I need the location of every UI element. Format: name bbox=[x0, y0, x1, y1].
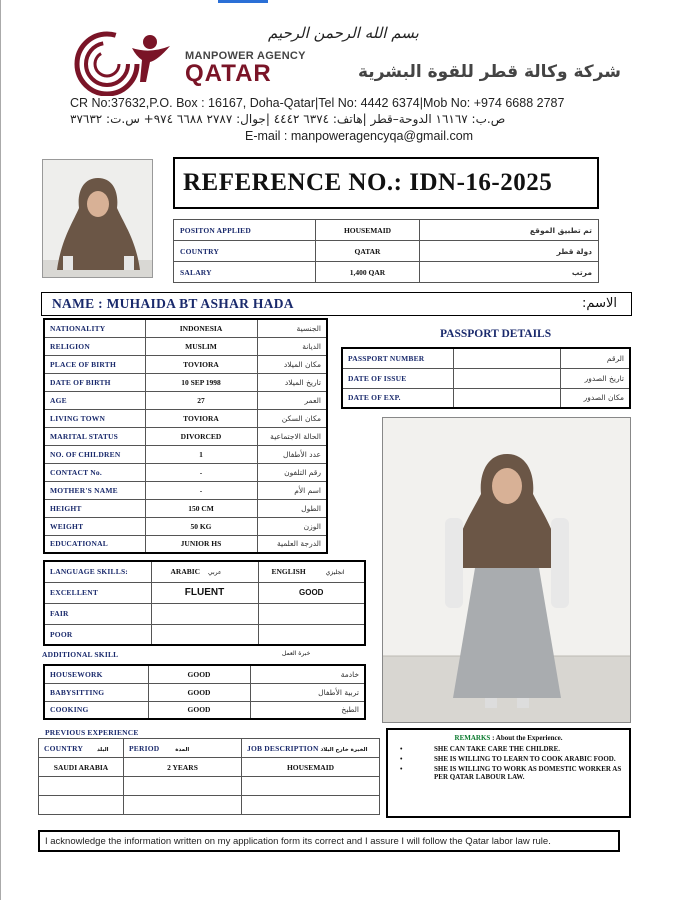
english-poor-value bbox=[258, 624, 365, 645]
info-value: 1 bbox=[145, 445, 257, 463]
table-row bbox=[44, 603, 365, 624]
table-row bbox=[174, 262, 599, 283]
exp-period-value: 2 YEARS bbox=[124, 758, 242, 777]
info-value: INDONESIA bbox=[145, 319, 257, 337]
table-row bbox=[39, 796, 380, 815]
table-row bbox=[44, 624, 365, 645]
contact-line-english: CR No:37632,P.O. Box : 16167, Doha-Qatar|Tel No: 4442 6374|Mob No: +974 6688 2787 bbox=[70, 96, 565, 110]
applicant-name-label-ar: الاسم: bbox=[582, 296, 617, 311]
info-label: MARITAL STATUS bbox=[44, 427, 145, 445]
remark-text: SHE CAN TAKE CARE THE CHILDRE. bbox=[434, 745, 561, 753]
table-row bbox=[44, 409, 327, 427]
table-row bbox=[44, 427, 327, 445]
remarks-box bbox=[386, 728, 631, 818]
cooking-label-ar: الطبخ bbox=[250, 701, 365, 719]
page-edge bbox=[0, 0, 1, 900]
table-row bbox=[44, 391, 327, 409]
table-row bbox=[342, 388, 630, 408]
applicant-photo-small bbox=[42, 159, 153, 278]
exp-country-value: SAUDI ARABIA bbox=[39, 758, 124, 777]
salary-value: 1,400 QAR bbox=[316, 262, 420, 283]
table-row bbox=[44, 683, 365, 701]
top-accent-bar bbox=[218, 0, 268, 3]
english-header-label: ENGLISH bbox=[271, 567, 306, 577]
applicant-name: NAME : MUHAIDA BT ASHAR HADA bbox=[52, 296, 294, 311]
table-row bbox=[44, 701, 365, 719]
table-row bbox=[174, 220, 599, 241]
exp-country-header bbox=[39, 739, 124, 758]
language-skills-table bbox=[43, 560, 366, 646]
exp-country-value bbox=[39, 796, 124, 815]
table-row bbox=[342, 368, 630, 388]
info-label: HEIGHT bbox=[44, 499, 145, 517]
salary-label: SALARY bbox=[174, 262, 316, 283]
info-value: TOVIORA bbox=[145, 409, 257, 427]
info-label: NO. OF CHILDREN bbox=[44, 445, 145, 463]
cooking-label: COOKING bbox=[44, 701, 148, 719]
issue-date-value bbox=[453, 368, 560, 388]
applicant-photo-full bbox=[382, 417, 631, 723]
passport-number-label-ar: الرقم bbox=[560, 348, 630, 368]
info-label-ar: مكان السكن bbox=[257, 409, 327, 427]
remark-text: SHE IS WILLING TO LEARN TO COOK ARABIC FOOD. bbox=[434, 755, 616, 763]
info-label-ar: الجنسية bbox=[257, 319, 327, 337]
info-label-ar: الديانة bbox=[257, 337, 327, 355]
table-row bbox=[44, 445, 327, 463]
language-skills-label: LANGUAGE SKILLS: bbox=[44, 561, 151, 582]
list-item bbox=[394, 755, 623, 763]
remarks-subtitle: : About the Experience. bbox=[492, 734, 563, 742]
additional-skill-title-ar: خبرة العمل bbox=[282, 650, 311, 657]
info-value: 27 bbox=[145, 391, 257, 409]
info-label-ar: الوزن bbox=[257, 517, 327, 535]
agency-logo bbox=[72, 26, 178, 96]
level-fair: FAIR bbox=[44, 603, 151, 624]
arabic-fair-value bbox=[151, 603, 258, 624]
country-label: COUNTRY bbox=[174, 241, 316, 262]
table-row bbox=[44, 373, 327, 391]
table-row bbox=[44, 582, 365, 603]
info-label: RELIGION bbox=[44, 337, 145, 355]
cooking-value: GOOD bbox=[148, 701, 250, 719]
bullet-icon: • bbox=[400, 745, 403, 753]
info-label-ar: الحالة الاجتماعية bbox=[257, 427, 327, 445]
contact-line-arabic: ص.ب: ١٦١٦٧ الدوحة–قطر |هاتف: ٦٣٧٤ ٤٤٤٢ |جوال: ٢٧٨٧ ٦٦٨٨ ٩٧٤+ س.ت: ٣٧٦٣٢ bbox=[70, 112, 506, 126]
info-value: 10 SEP 1998 bbox=[145, 373, 257, 391]
babysitting-value: GOOD bbox=[148, 683, 250, 701]
position-label: POSITON APPLIED bbox=[174, 220, 316, 241]
info-value: 50 KG bbox=[145, 517, 257, 535]
housework-label: HOUSEWORK bbox=[44, 665, 148, 683]
english-header-label-ar: انجليزي bbox=[325, 569, 345, 577]
position-value: HOUSEMAID bbox=[316, 220, 420, 241]
arabic-poor-value bbox=[151, 624, 258, 645]
expiry-date-label-ar: مكان الصدور bbox=[560, 388, 630, 408]
exp-job-value bbox=[242, 777, 380, 796]
expiry-date-label: DATE OF EXP. bbox=[342, 388, 453, 408]
info-value: JUNIOR HS bbox=[145, 535, 257, 553]
info-label-ar: الطول bbox=[257, 499, 327, 517]
passport-number-value bbox=[453, 348, 560, 368]
info-label: NATIONALITY bbox=[44, 319, 145, 337]
country-value: QATAR bbox=[316, 241, 420, 262]
bullet-icon: • bbox=[400, 755, 403, 763]
info-label: WEIGHT bbox=[44, 517, 145, 535]
remarks-list bbox=[394, 745, 623, 781]
table-row bbox=[174, 241, 599, 262]
bismillah-calligraphy: بسم الله الرحمن الرحيم bbox=[268, 24, 419, 42]
info-label-ar: اسم الأم bbox=[257, 481, 327, 499]
table-row bbox=[44, 481, 327, 499]
salary-label-ar: مرتب bbox=[420, 262, 599, 283]
info-label: LIVING TOWN bbox=[44, 409, 145, 427]
remark-text: SHE IS WILLING TO WORK AS DOMESTIC WORKER AS PER QATAR LABOUR LAW. bbox=[434, 765, 622, 781]
passport-details-title: PASSPORT DETAILS bbox=[440, 328, 552, 340]
table-row bbox=[44, 665, 365, 683]
info-label: EDUCATIONAL bbox=[44, 535, 145, 553]
exp-job-header-ar: الخبرة خارج البلاد bbox=[320, 746, 368, 753]
table-row bbox=[342, 348, 630, 368]
agency-email: E-mail : manpoweragencyqa@gmail.com bbox=[245, 129, 474, 143]
babysitting-label: BABYSITTING bbox=[44, 683, 148, 701]
exp-period-header-ar: المدة bbox=[175, 746, 190, 753]
exp-job-header bbox=[242, 739, 380, 758]
info-label: PLACE OF BIRTH bbox=[44, 355, 145, 373]
table-row bbox=[39, 739, 380, 758]
info-label-ar: تاريخ الميلاد bbox=[257, 373, 327, 391]
country-label-ar: دولة قطر bbox=[420, 241, 599, 262]
info-label: CONTACT No. bbox=[44, 463, 145, 481]
table-row bbox=[44, 463, 327, 481]
exp-country-header-label: COUNTRY bbox=[44, 743, 84, 753]
passport-table bbox=[341, 347, 631, 409]
personal-info-table bbox=[43, 318, 328, 554]
table-row bbox=[44, 355, 327, 373]
issue-date-label-ar: تاريخ الصدور bbox=[560, 368, 630, 388]
remarks-heading bbox=[394, 734, 623, 742]
arabic-header bbox=[151, 561, 258, 582]
info-label-ar: مكان الميلاد bbox=[257, 355, 327, 373]
agency-name-arabic: شركة وكالة قطر للقوة البشرية bbox=[358, 62, 621, 82]
table-row bbox=[44, 535, 327, 553]
level-excellent: EXCELLENT bbox=[44, 582, 151, 603]
list-item bbox=[394, 765, 623, 781]
table-row bbox=[44, 499, 327, 517]
additional-skill-title: ADDITIONAL SKILL bbox=[42, 650, 119, 659]
table-row bbox=[44, 561, 365, 582]
exp-country-header-ar: البلد bbox=[96, 746, 109, 753]
info-value: 150 CM bbox=[145, 499, 257, 517]
exp-period-value bbox=[124, 777, 242, 796]
previous-experience-title: PREVIOUS EXPERIENCE bbox=[45, 728, 139, 737]
info-label-ar: العمر bbox=[257, 391, 327, 409]
exp-period-header-label: PERIOD bbox=[129, 743, 160, 753]
additional-skill-table bbox=[43, 664, 366, 720]
info-value: - bbox=[145, 481, 257, 499]
table-row bbox=[39, 777, 380, 796]
exp-job-value: HOUSEMAID bbox=[242, 758, 380, 777]
exp-country-value bbox=[39, 777, 124, 796]
table-row bbox=[44, 319, 327, 337]
info-label: MOTHER'S NAME bbox=[44, 481, 145, 499]
previous-experience-table bbox=[38, 738, 380, 815]
info-value: TOVIORA bbox=[145, 355, 257, 373]
exp-job-header-label: JOB DESCRIPTION bbox=[247, 743, 319, 753]
english-header bbox=[258, 561, 365, 582]
bullet-icon: • bbox=[400, 765, 403, 773]
exp-period-value bbox=[124, 796, 242, 815]
passport-number-label: PASSPORT NUMBER bbox=[342, 348, 453, 368]
housework-label-ar: خادمة bbox=[250, 665, 365, 683]
issue-date-label: DATE OF ISSUE bbox=[342, 368, 453, 388]
english-excellent-value: GOOD bbox=[258, 582, 365, 603]
info-value: MUSLIM bbox=[145, 337, 257, 355]
table-row bbox=[44, 337, 327, 355]
remarks-title: REMARKS bbox=[454, 734, 491, 742]
housework-value: GOOD bbox=[148, 665, 250, 683]
info-label: DATE OF BIRTH bbox=[44, 373, 145, 391]
english-fair-value bbox=[258, 603, 365, 624]
table-row bbox=[39, 758, 380, 777]
list-item bbox=[394, 745, 623, 753]
applicant-name-bar bbox=[41, 292, 632, 316]
acknowledgement-statement: I acknowledge the information written on my application form its correct and I assure I will follow the Qatar labor law rule. bbox=[38, 830, 620, 852]
arabic-header-label: ARABIC bbox=[170, 567, 201, 577]
exp-job-value bbox=[242, 796, 380, 815]
expiry-date-value bbox=[453, 388, 560, 408]
table-row bbox=[44, 517, 327, 535]
level-poor: POOR bbox=[44, 624, 151, 645]
agency-name-small: MANPOWER AGENCY bbox=[185, 50, 306, 62]
info-label: AGE bbox=[44, 391, 145, 409]
arabic-header-label-ar: عربي bbox=[207, 569, 222, 577]
info-label-ar: الدرجة العلمية bbox=[257, 535, 327, 553]
info-label-ar: رقم التلفون bbox=[257, 463, 327, 481]
reference-number: REFERENCE NO.: IDN-16-2025 bbox=[173, 157, 599, 209]
exp-period-header bbox=[124, 739, 242, 758]
arabic-excellent-value: FLUENT bbox=[151, 582, 258, 603]
agency-name-qatar: QATAR bbox=[185, 60, 272, 87]
position-table bbox=[173, 219, 599, 283]
info-value: - bbox=[145, 463, 257, 481]
babysitting-label-ar: تربية الأطفال bbox=[250, 683, 365, 701]
position-label-ar: تم تطبيق الموقع bbox=[420, 220, 599, 241]
info-value: DIVORCED bbox=[145, 427, 257, 445]
info-label-ar: عدد الأطفال bbox=[257, 445, 327, 463]
